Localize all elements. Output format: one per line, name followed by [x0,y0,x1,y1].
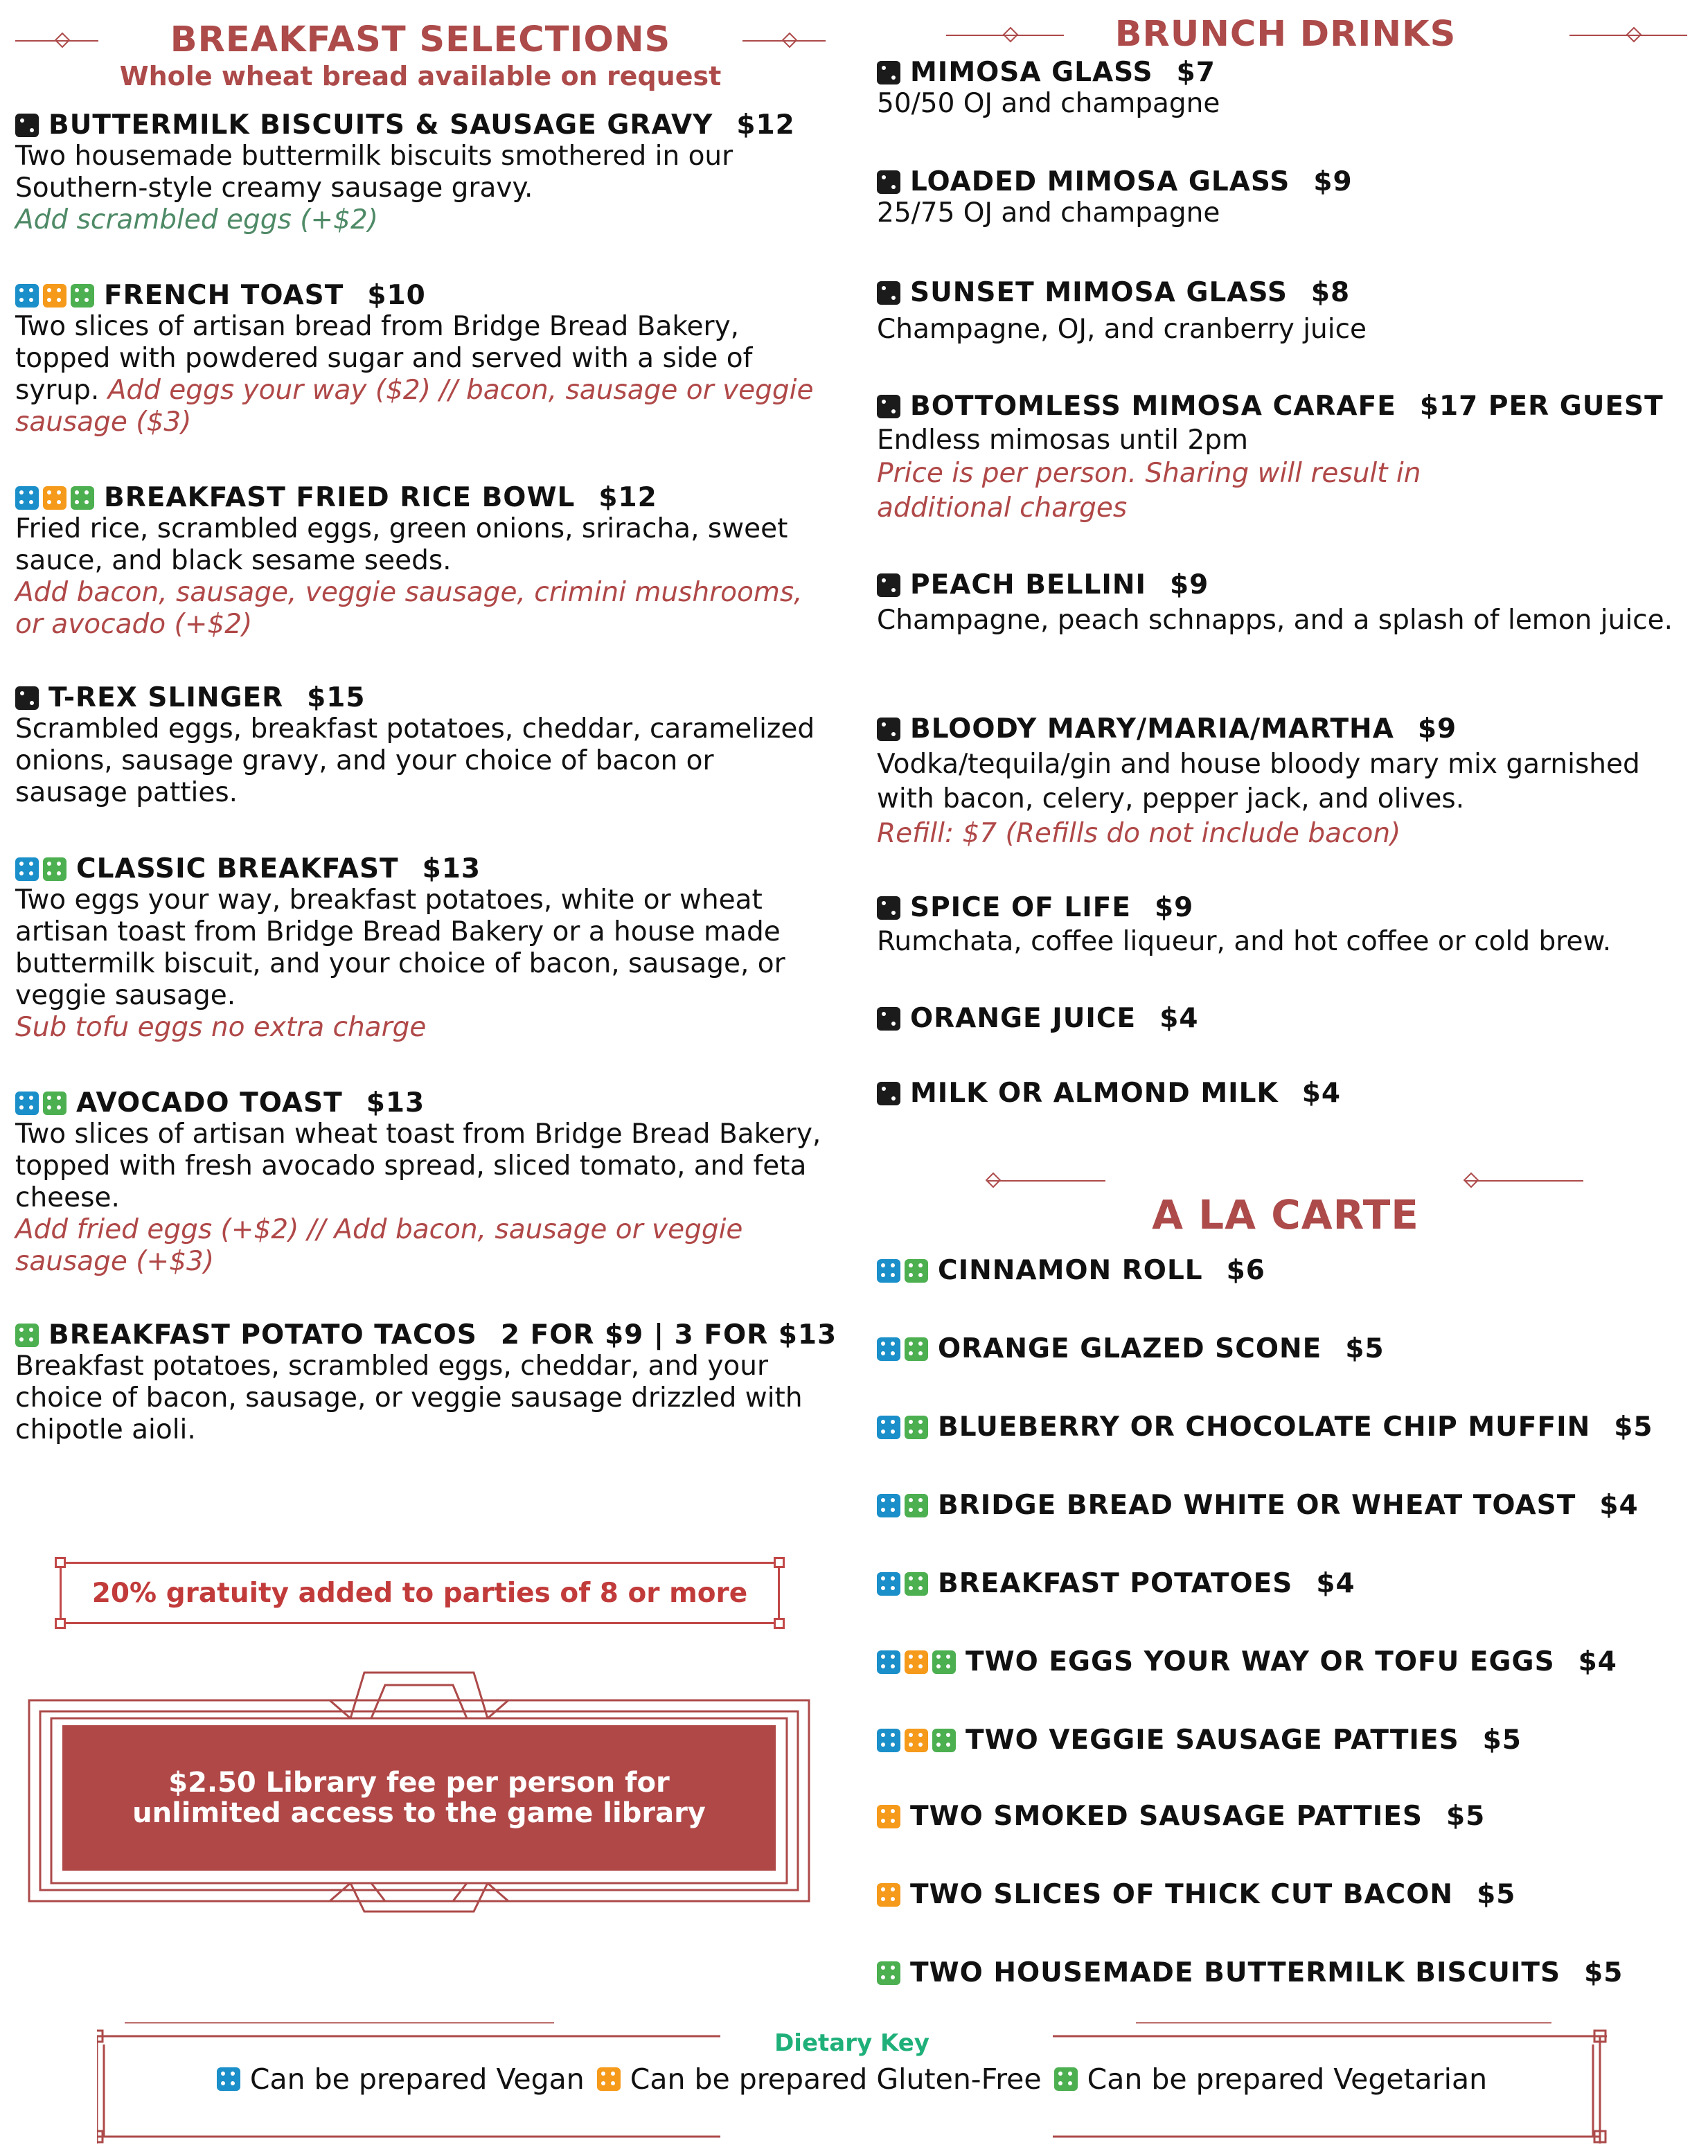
dietary-dice-icon [15,486,98,510]
item-price: $10 [367,280,426,311]
ornament-line-icon [15,40,98,42]
drink-item: MIMOSA GLASS $7 50/50 OJ and champagne [877,57,1220,119]
item-description: Two slices of artisan bread from Bridge Bread Bakery, topped with powdered sugar and served with a side of syrup. Add eggs your way ($2) // bacon, sausage or veggie sausage ($3) [15,311,814,438]
breakfast-heading: BREAKFAST SELECTIONS [15,19,826,60]
menu-item [15,109,826,236]
dietary-dice-icon [877,1883,905,1907]
ornament-line-icon [946,35,1064,36]
item-price: 2 FOR $9 | 3 FOR $13 [500,1319,837,1351]
key-vegan: Can be prepared Vegan [217,2063,585,2096]
item-note: Add eggs your way ($2) // bacon, sausage or veggie sausage ($3) [15,375,814,438]
item-name: T-REX SLINGER [48,682,284,713]
item-price: $15 [307,682,366,713]
gluten-free-die-icon [597,2067,621,2091]
menu-item [15,280,826,438]
dietary-dice-icon [877,1259,932,1283]
dietary-dice-icon [877,1961,905,1985]
item-description: Breakfast potatoes, scrambled eggs, cheddar, and your choice of bacon, sausage, or veggie sausage drizzled with chipotle aioli. [15,1351,803,1445]
gratuity-notice: 20% gratuity added to parties of 8 or more [60,1562,780,1624]
item-name: CLASSIC BREAKFAST [76,853,399,884]
breakfast-subheading: Whole wheat bread available on request [119,61,722,91]
dietary-dice-icon [15,284,98,308]
dietary-key [97,2022,1607,2147]
item-note: Add fried eggs (+$2) // Add bacon, sausage or veggie sausage (+$3) [15,1214,743,1277]
dietary-dice-icon [15,1324,43,1347]
key-gluten-free: Can be prepared Gluten-Free [597,2063,1042,2096]
die-icon [877,395,905,418]
ornament-line-icon [1466,1180,1583,1182]
die-icon [877,170,905,194]
ornament-line-icon [1569,35,1687,36]
alacarte-item: CINNAMON ROLL $6 [877,1255,1694,1286]
alacarte-item: TWO HOUSEMADE BUTTERMILK BISCUITS $5 [877,1957,1694,1988]
die-icon [877,1082,905,1105]
item-description: Two slices of artisan wheat toast from Bridge Bread Bakery, topped with fresh avocado spread, sliced tomato, and feta cheese. [15,1119,821,1213]
item-name: BREAKFAST FRIED RICE BOWL [104,482,576,513]
die-icon [877,281,905,305]
menu-item [15,682,826,809]
menu-item [15,1319,837,1446]
drink-item: SPICE OF LIFE $9 Rumchata, coffee liqueur, and hot coffee or cold brew. [877,892,1612,957]
item-price: $13 [422,853,481,884]
drinks-heading: BRUNCH DRINKS [877,14,1694,55]
alacarte-item: TWO EGGS YOUR WAY OR TOFU EGGS $4 [877,1646,1694,1677]
dietary-dice-icon [877,1572,932,1596]
die-icon [877,1007,905,1031]
dietary-dice-icon [877,1729,960,1752]
item-note: Add scrambled eggs (+$2) [15,204,378,235]
item-description: Scrambled eggs, breakfast potatoes, cheddar, caramelized onions, sausage gravy, and your choice of bacon or sausage patties. [15,713,815,808]
dietary-dice-icon [877,1805,905,1828]
ornament-line-icon [988,1180,1105,1182]
drink-item: MILK OR ALMOND MILK $4 [877,1078,1694,1109]
vegetarian-die-icon [1054,2067,1078,2091]
die-icon [877,896,905,920]
item-description: Fried rice, scrambled eggs, green onions, sriracha, sweet sauce, and black sesame seeds. [15,513,788,576]
alacarte-item: TWO SLICES OF THICK CUT BACON $5 [877,1879,1694,1910]
library-fee-line2: unlimited access to the game library [132,1797,706,1829]
key-vegetarian: Can be prepared Vegetarian [1054,2063,1488,2096]
alacarte-item: ORANGE GLAZED SCONE $5 [877,1333,1694,1364]
drink-item: ORANGE JUICE $4 [877,1003,1694,1034]
menu-item [15,482,826,641]
die-icon [877,573,905,597]
dietary-key-title: Dietary Key [774,2029,929,2057]
item-description: Two eggs your way, breakfast potatoes, white or wheat artisan toast from Bridge Bread Bakery or a house made buttermilk biscuit, and your choice of bacon, sausage, or veggie sausage. [15,884,785,1011]
dietary-dice-icon [877,1337,932,1361]
alacarte-heading: A LA CARTE [1152,1191,1419,1238]
item-description: Two housemade buttermilk biscuits smothered in our Southern-style creamy sausage gravy. [15,141,733,204]
alacarte-item: TWO SMOKED SAUSAGE PATTIES $5 [877,1801,1694,1832]
die-icon [15,114,43,137]
drink-item: BLOODY MARY/MARIA/MARTHA $9 Vodka/tequila/gin and house bloody mary mix garnished with bacon, celery, pepper jack, and olives. Refill: $7 (Refills do not include bacon) [877,713,1640,849]
dietary-dice-icon [877,1650,960,1674]
die-icon [877,718,905,741]
item-name: FRENCH TOAST [104,280,344,311]
item-note: Sub tofu eggs no extra charge [15,1012,427,1043]
dietary-dice-icon [877,1494,932,1517]
dietary-dice-icon [15,857,71,881]
alacarte-item: BRIDGE BREAD WHITE OR WHEAT TOAST $4 [877,1490,1694,1521]
dietary-dice-icon [15,1092,71,1115]
drink-item: PEACH BELLINI $9 Champagne, peach schnapps, and a splash of lemon juice. [877,569,1673,636]
die-icon [15,686,43,710]
alacarte-item: BLUEBERRY OR CHOCOLATE CHIP MUFFIN $5 [877,1411,1694,1443]
die-icon [877,61,905,84]
alacarte-ornament [988,1173,1583,1187]
alacarte-item: BREAKFAST POTATOES $4 [877,1568,1694,1599]
menu-item [15,1087,826,1278]
item-name: BREAKFAST POTATO TACOS [48,1319,477,1351]
item-name: AVOCADO TOAST [76,1087,343,1119]
ornament-line-icon [742,40,826,42]
item-price: $12 [736,109,795,141]
item-price: $12 [598,482,657,513]
drink-item: SUNSET MIMOSA GLASS $8 Champagne, OJ, and cranberry juice [877,277,1367,345]
drink-item: LOADED MIMOSA GLASS $9 25/75 OJ and champagne [877,166,1353,229]
dietary-dice-icon [877,1416,932,1439]
vegan-die-icon [217,2067,240,2091]
item-note: Add bacon, sausage, veggie sausage, crimini mushrooms, or avocado (+$2) [15,577,803,640]
drink-item: BOTTOMLESS MIMOSA CARAFE $17 PER GUEST Endless mimosas until 2pm Price is per person. Sharing will result in additional charges [877,391,1664,524]
library-fee-line1: $2.50 Library fee per person for [168,1767,670,1799]
alacarte-item: TWO VEGGIE SAUSAGE PATTIES $5 [877,1725,1694,1756]
library-fee-banner [25,1659,813,1915]
menu-item [15,853,826,1044]
item-price: $13 [366,1087,425,1119]
item-name: BUTTERMILK BISCUITS & SAUSAGE GRAVY [48,109,713,141]
